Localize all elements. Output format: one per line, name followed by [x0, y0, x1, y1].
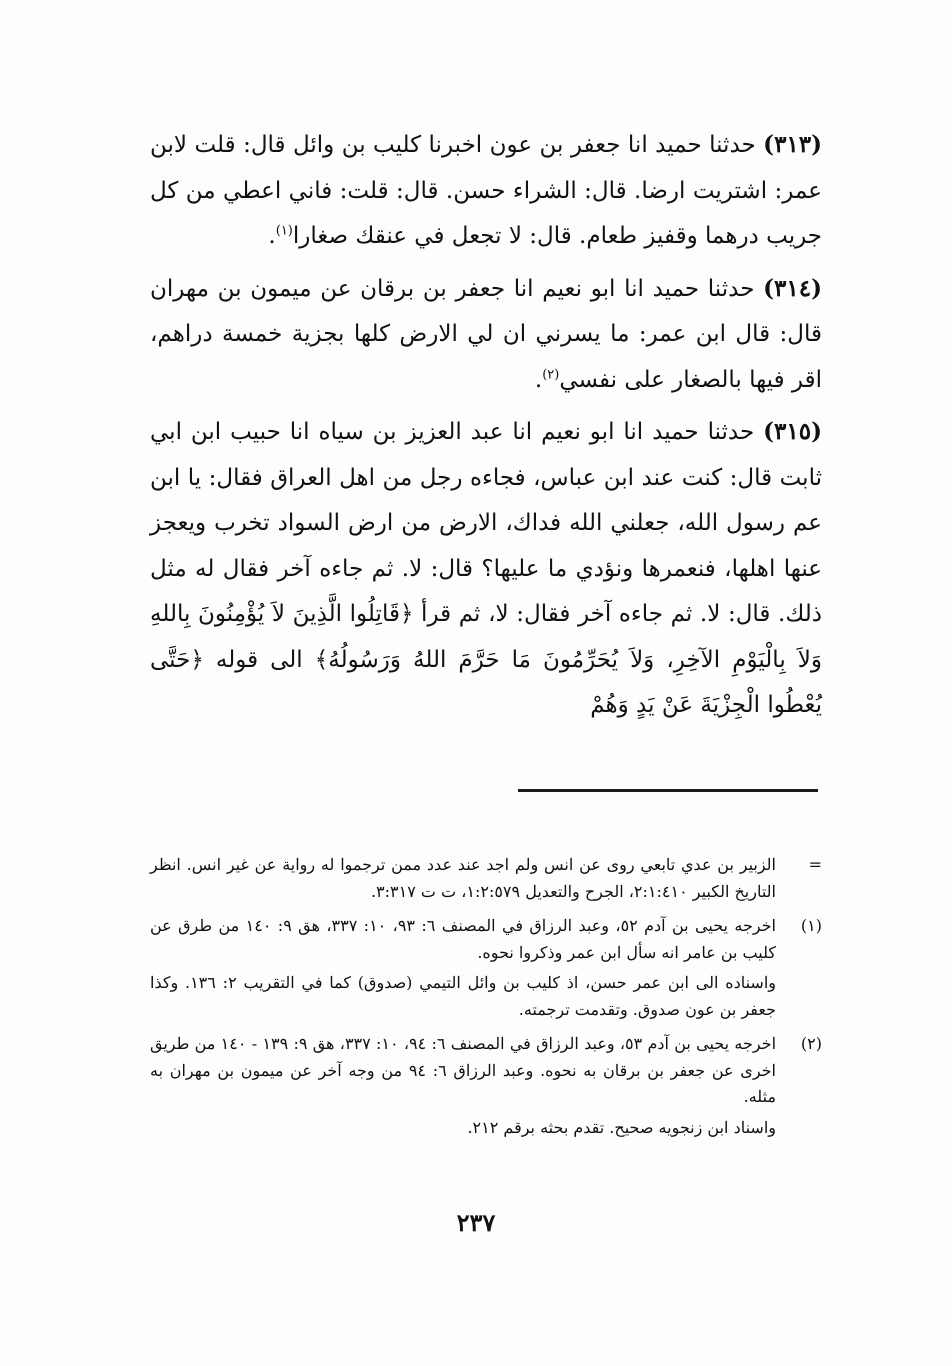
footnote-paragraph: اخرجه يحيى بن آدم ٥٢، وعبد الرزاق في المصنف ٦: ٩٣، ١٠: ٣٣٧، هق ٩: ١٤٠ من طرق عن كليب بن عامر انه سأل ابن عمر وذكروا نحوه. [150, 916, 776, 962]
footnote-paragraph: اخرجه يحيى بن آدم ٥٣، وعبد الرزاق في المصنف ٦: ٩٤، ١٠: ٣٣٧، هق ٩: ١٣٩ - ١٤٠ من طريق اخرى عن جعفر بن برقان به نحوه. وعبد الرزاق ٦: ٩٤ من وجه آخر عن ميمون بن مهران به مثله. [150, 1034, 777, 1106]
hadith-number: (٣١٣) [763, 131, 823, 158]
hadith-end: . [268, 223, 276, 249]
footnote-reference: (١) [275, 223, 293, 239]
hadith-number: (٣١٤) [763, 274, 822, 302]
main-text-block [150, 122, 822, 735]
footnote-body [150, 852, 776, 909]
footnote-reference: (٢) [542, 366, 560, 382]
hadith-end: . [534, 366, 543, 393]
footnote-body [150, 1031, 776, 1145]
footnote-1 [150, 913, 822, 1027]
footnote-marker: = [808, 855, 822, 874]
footnote-continuation [150, 852, 822, 909]
footnote-paragraph: واسناد ابن زنجويه صحيح. تقدم بحثه برقم ٢١٢. [467, 1117, 776, 1137]
footnote-body [150, 913, 776, 1027]
footnote-2 [150, 1031, 822, 1145]
footnotes [150, 852, 822, 1149]
hadith-313 [150, 122, 822, 260]
page-number: ٢٣٧ [456, 1208, 496, 1237]
hadith-number: (٣١٥) [763, 418, 822, 445]
footnote-paragraph: الزبير بن عدي تابعي روى عن انس ولم اجد عند عدد ممن ترجموا له رواية عن غير انس. انظر التاريخ الكبير ٢:١:٤١٠، الجرح والتعديل ١:٢:٥٧٩، ت ت ٣:٣١٧. [150, 855, 776, 901]
hadith-315 [150, 409, 822, 729]
footnote-separator [518, 789, 818, 792]
hadith-text: حدثنا حميد انا ابو نعيم انا جعفر بن برقان عن ميمون بن مهران قال: قال ابن عمر: ما يسرني ان لي الارض كلها بجزية خمسة دراهم، اقر فيها بالصغار على نفسي [150, 275, 822, 393]
hadith-text: حدثنا حميد انا ابو نعيم انا عبد العزيز بن سياه انا حبيب ابن ابي ثابت قال: كنت عند ابن عباس، فجاءه رجل من اهل العراق فقال: يا ابن عم رسول الله، جعلني الله فداك، الارض من ارض السواد تخرب ويعجز عنها اهلها، فنعمرها ونؤدي ما عليها؟ قال: لا. ثم جاءه آخر فقال له مثل ذلك. قال: لا. ثم جاءه آخر فقال: لا، ثم قرأ ﴿قَاتِلُوا الَّذِينَ لاَ يُؤْمِنُونَ بِاللهِ وَلاَ بِالْيَوْمِ الآخِرِ، وَلاَ يُحَرِّمُونَ مَا حَرَّمَ اللهُ وَرَسُولُهُ﴾ الى قوله ﴿حَتَّى يُعْطُوا الْجِزْيَةَ عَنْ يَدٍ وَهُمْ [150, 419, 822, 718]
hadith-text: حدثنا حميد انا جعفر بن عون اخبرنا كليب بن وائل قال: قلت لابن عمر: اشتريت ارضا. قال: الشراء حسن. قال: قلت: فاني اعطي من كل جريب درهما وقفيز طعام. قال: لا تجعل في عنقك صغارا [150, 132, 822, 249]
footnote-marker: (١) [800, 916, 822, 935]
hadith-314 [150, 266, 822, 404]
footnote-marker: (٢) [800, 1034, 822, 1053]
footnote-paragraph: واسناده الى ابن عمر حسن، اذ كليب بن وائل التيمي (صدوق) كما في التقريب ٢: ١٣٦. وكذا جعفر بن عون صدوق. وتقدمت ترجمته. [150, 973, 777, 1019]
